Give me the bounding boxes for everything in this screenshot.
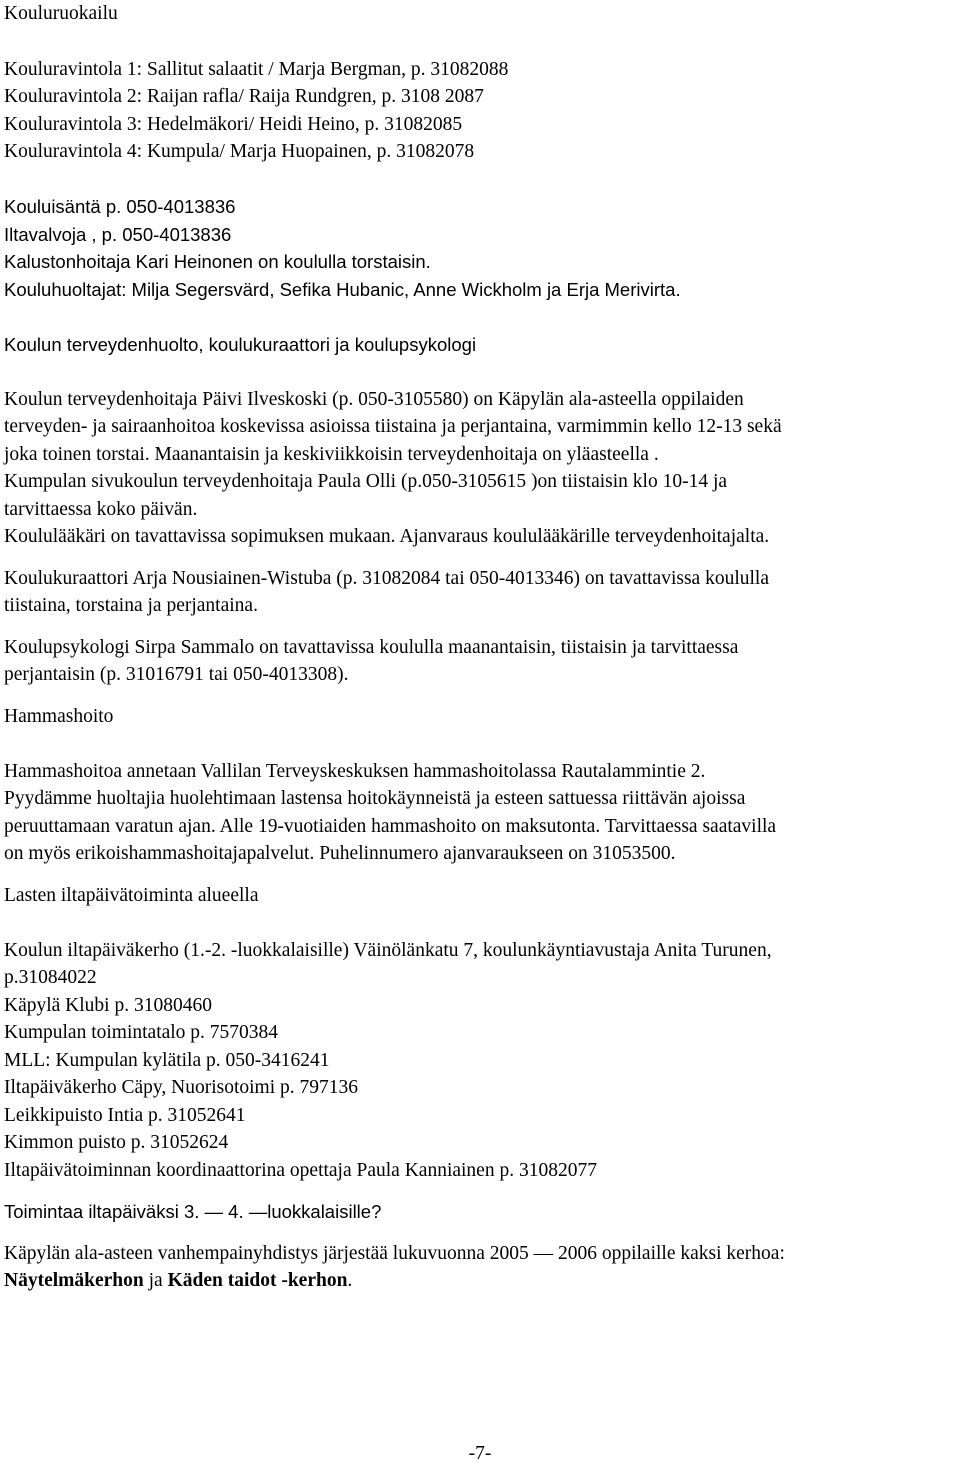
afternoon-line-8: Kimmon puisto p. 31052624: [4, 1132, 229, 1153]
dental-line-2: Pyydämme huoltajia huolehtimaan lastensa hoitokäynneistä ja esteen sattuessa riittävän ajoissa: [4, 788, 746, 809]
section-heading-iltapaiva: Lasten iltapäivätoiminta alueella: [4, 884, 259, 906]
clubs-line-1: Käpylän ala-asteen vanhempainyhdistys järjestää lukuvuonna 2005 — 2006 oppilaille kaksi kerhoa:: [4, 1242, 785, 1264]
staff-line-2: Iltavalvoja , p. 050-4013836: [4, 223, 232, 245]
afternoon-line-5: MLL: Kumpulan kylätila p. 050-3416241: [4, 1049, 330, 1071]
clubs-join-text: ja: [143, 1270, 168, 1291]
staff-line-3: Kalustonhoitaja Kari Heinonen on koululla torstaisin.: [4, 251, 431, 272]
page-number: -7-: [468, 1443, 492, 1464]
afternoon-line-6: Iltapäiväkerho Cäpy, Nuorisotoimi p. 797136: [4, 1077, 359, 1098]
club-name-crafts: Käden taidot -kerhon: [167, 1270, 348, 1291]
curator-line-2: tiistaina, torstaina ja perjantaina.: [4, 595, 258, 616]
health-para1-line-3: joka toinen torstai. Maanantaisin ja keskiviikkoisin terveydenhoitaja on yläasteella .: [4, 443, 659, 465]
club-name-drama: Näytelmäkerhon: [4, 1270, 144, 1291]
clubs-end-text: .: [347, 1270, 353, 1291]
restaurant-line-4: Kouluravintola 4: Kumpula/ Marja Huopainen, p. 31082078: [4, 141, 475, 162]
restaurant-line-3: Kouluravintola 3: Hedelmäkori/ Heidi Heino, p. 31082085: [4, 113, 463, 135]
dental-line-1: Hammashoitoa annetaan Vallilan Terveyskeskuksen hammashoitolassa Rautalammintie 2.: [4, 760, 706, 782]
health-para1-line-5: tarvittaessa koko päivän.: [4, 498, 198, 520]
section-heading-kouluruokailu: Kouluruokailu: [4, 3, 118, 24]
afternoon-line-1: Koulun iltapäiväkerho (1.-2. -luokkalaisille) Väinölänkatu 7, koulunkäyntiavustaja Anita Turunen,: [4, 939, 772, 961]
curator-line-1: Koulukuraattori Arja Nousiainen-Wistuba (p. 31082084 tai 050-4013346) on tavattavissa koululla: [4, 567, 769, 589]
afternoon-line-9: Iltapäivätoiminnan koordinaattorina opettaja Paula Kanniainen p. 31082077: [4, 1159, 597, 1181]
health-para1-line-2: terveyden- ja sairaanhoitoa koskevissa asioissa tiistaina ja perjantaina, varmimmin kello 12-13 sekä: [4, 416, 782, 437]
restaurant-line-2: Kouluravintola 2: Raijan rafla/ Raija Rundgren, p. 3108 2087: [4, 86, 484, 107]
section-heading-kerhot: Toimintaa iltapäiväksi 3. — 4. —luokkalaisille?: [4, 1201, 382, 1222]
afternoon-line-4: Kumpulan toimintatalo p. 7570384: [4, 1022, 279, 1043]
afternoon-line-2: p.31084022: [4, 967, 97, 988]
staff-line-4: Kouluhuoltajat: Milja Segersvärd, Sefika Hubanic, Anne Wickholm ja Erja Merivirta.: [4, 278, 681, 300]
clubs-line-2: [4, 1267, 956, 1295]
restaurant-line-1: Kouluravintola 1: Sallitut salaatit / Marja Bergman, p. 31082088: [4, 58, 509, 80]
psychologist-line-2: perjantaisin (p. 31016791 tai 050-4013308).: [4, 664, 349, 685]
dental-line-4: on myös erikoishammashoitajapalvelut. Puhelinnumero ajanvaraukseen on 31053500.: [4, 843, 676, 864]
document-page: [4, 0, 956, 1295]
health-para1-line-1: Koulun terveydenhoitaja Päivi Ilveskoski (p. 050-3105580) on Käpylän ala-asteella oppilaiden: [4, 388, 744, 410]
health-para1-line-6: Koululääkäri on tavattavissa sopimuksen mukaan. Ajanvaraus koululääkärille terveydenhoitajalta.: [4, 526, 770, 547]
section-heading-terveys: Koulun terveydenhuolto, koulukuraattori ja koulupsykologi: [4, 333, 477, 355]
afternoon-line-7: Leikkipuisto Intia p. 31052641: [4, 1104, 246, 1126]
staff-line-1: Kouluisäntä p. 050-4013836: [4, 196, 236, 217]
health-para1-line-4: Kumpulan sivukoulun terveydenhoitaja Paula Olli (p.050-3105615 )on tiistaisin klo 10-14 ja: [4, 471, 728, 492]
dental-line-3: peruuttamaan varatun ajan. Alle 19-vuotiaiden hammashoito on maksutonta. Tarvittaessa saatavilla: [4, 815, 777, 837]
section-heading-hammashoito: Hammashoito: [4, 705, 114, 727]
psychologist-line-1: Koulupsykologi Sirpa Sammalo on tavattavissa koululla maanantaisin, tiistaisin ja tarvittaessa: [4, 636, 739, 658]
afternoon-line-3: Käpylä Klubi p. 31080460: [4, 994, 212, 1016]
